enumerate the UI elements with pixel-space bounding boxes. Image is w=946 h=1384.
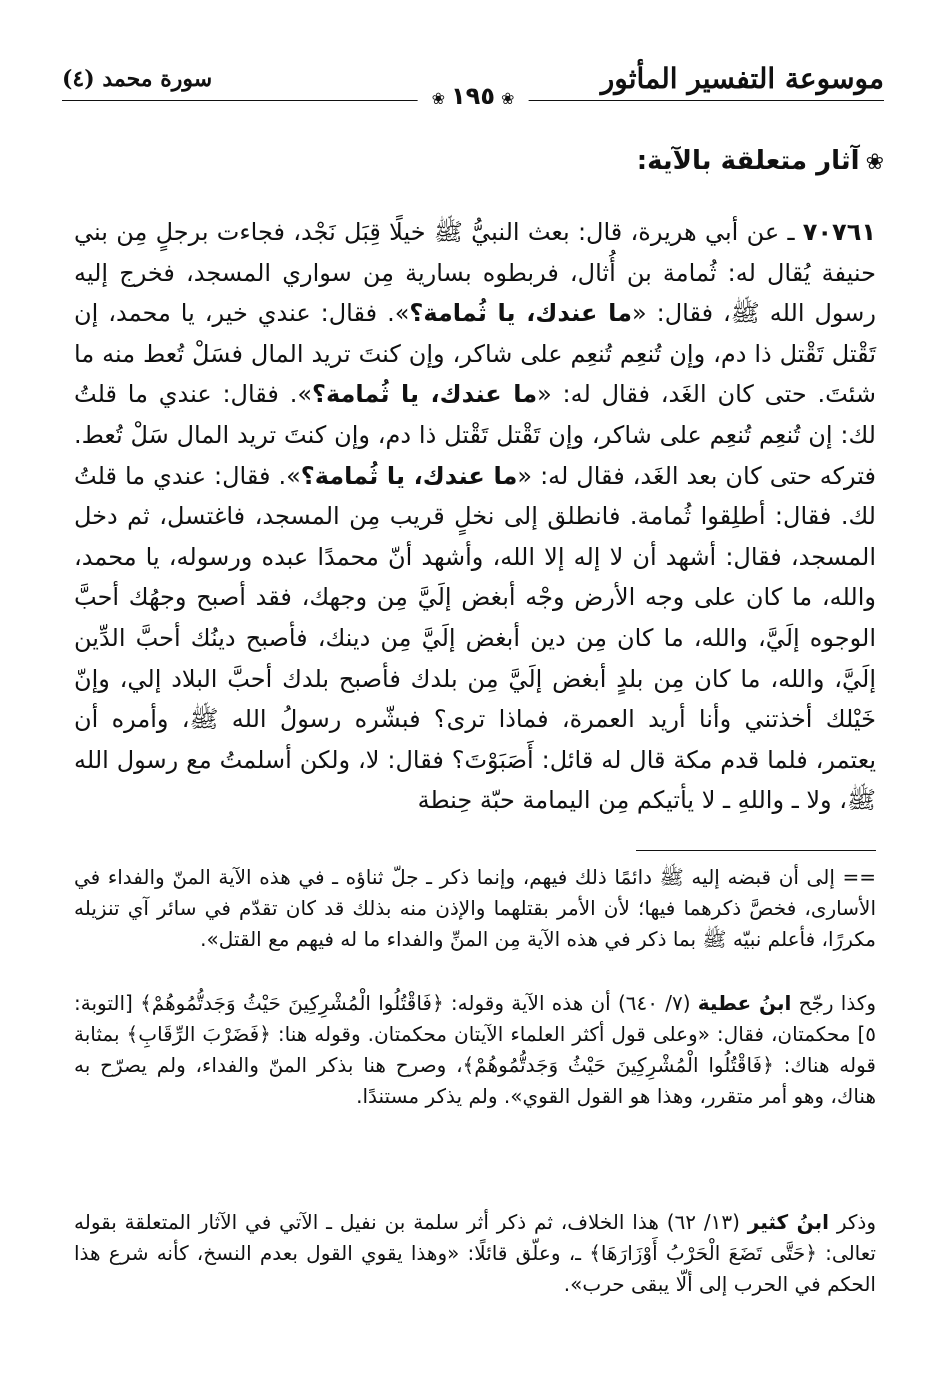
main-text-part: ـ عن أبي هريرة، قال: بعث النبيُّ ﷺ خيلًا قِبَل نَجْد، فجاءت برجلٍ مِن بني حنيفة يُقال له: ثُمامة بن أُثال، فربطوه بسارية مِن سواري المسجد، فخرج إليه رسول الله ﷺ، فقال: « [74,218,877,328]
footnote-text: وكذا رجّح [791,991,876,1015]
surah-title: سورة محمد (٤) [62,66,213,92]
footnote-author: ابنُ عطية [697,991,792,1015]
section-heading [637,146,884,176]
flower-icon: ❀ [865,150,884,175]
footnote-1: == إلى أن قبضه إليه ﷺ دائمًا ذلك فيهم، وإنما ذكر ـ جلّ ثناؤه ـ في هذه الآية المنّ والفداء في الأسارى، فخصَّ ذكرهما فيها؛ لأن الأمر بقتلهما والإذن منه بذلك قد كان تقدّم في سائر آي تنزيله مكررًا، فأعلم نبيّه ﷺ بما ذكر في هذه الآية مِن المنِّ والفداء ما له فيهم مع القتل». [74,865,876,951]
main-text [74,212,876,821]
page-header [62,62,884,110]
ornament-icon: ❀ [500,89,515,108]
main-bold-quote: ما عندك، يا ثُمامة؟ [312,380,538,409]
footnote-separator [636,850,876,851]
section-title: آثار متعلقة بالآية: [636,146,860,176]
page-number: ١٩٥ [451,82,495,110]
footnote-3 [74,1207,876,1300]
page-number-block [418,82,529,110]
narration-number: ٧٠٧٦١ [802,218,876,246]
main-text-part: ». فقال: عندي ما قلتُ لك: إن تُنعِم تُنعِم على شاكر، وإن تَقْتل تَقْتل ذا دم، وإن كنتَ تريد المال سَلْ تُعط. فتركه حتى كان بعد الغَد، فقال له: « [74,380,877,490]
main-text-part: ». فقال: عندي خير، يا محمد، إن تَقْتل تَقْتل ذا دم، وإن تُنعِم تُنعِم على شاكر، وإن كنتَ تريد المال فسَلْ تُعط منه ما شئتَ. حتى كان الغَد، فقال له: « [74,299,877,409]
footnote-2 [74,988,876,1112]
book-title: موسوعة التفسير المأثور [600,62,884,95]
main-bold-quote: ما عندك، يا ثُمامة؟ [409,299,632,328]
ornament-icon: ❀ [431,89,446,108]
footnote-author: ابنُ كثير [747,1210,829,1234]
footnote-text: (١٣/ ٦٢) هذا الخلاف، ثم ذكر أثر سلمة بن نفيل ـ الآتي في الآثار المتعلقة بقوله تعالى: ﴿حَتَّى تَضَعَ الْحَرْبُ أَوْزَارَهَا﴾ ـ، وعلّق قائلًا: «وهذا يقوي القول بعدم النسخ، كأنه شرع هذا الحكم في الحرب إلى ألّا يبقى حرب». [74,1210,876,1296]
footnote-text: وذكر [829,1210,876,1234]
footnote-text: (٧/ ٦٤٠) أن هذه الآية وقوله: ﴿فَاقْتُلُوا الْمُشْرِكِينَ حَيْثُ وَجَدتُّمُوهُمْ﴾ [التوبة: ٥] محكمتان، فقال: «وعلى قول أكثر العلماء الآيتان محكمتان. وقوله هنا: ﴿فَضَرْبَ الرِّقَابِ﴾ بمثابة قوله هناك: ﴿فَاقْتُلُوا الْمُشْرِكِينَ حَيْثُ وَجَدتُّمُوهُمْ﴾، وصرح هنا بذكر المنّ والفداء، ولم يصرّح به هناك، وهو أمر متقرر، وهذا هو القول القوي». ولم يذكر مستندًا. [74,991,876,1108]
main-bold-quote: ما عندك، يا ثُمامة؟ [300,461,518,490]
main-text-part: ». فقال: عندي ما قلتُ لك. فقال: أطلِقوا ثُمامة. فانطلق إلى نخلٍ قريب مِن المسجد، فاغتسل، ثم دخل المسجد، فقال: أشهد أن لا إله إلا الله، وأشهد أنّ محمدًا عبده ورسوله، يا محمد، والله، ما كان على وجه الأرض وجْه أبغض إلَيَّ مِن وجهك، فقد أصبح وجهُك أحبَّ الوجوه إلَيَّ، والله، ما كان مِن دين أبغض إلَيَّ مِن دينك، فأصبح دينُك أحبَّ الدِّين إلَيَّ، والله، ما كان مِن بلدٍ أبغض إلَيَّ مِن بلدك فأصبح بلدك أحبَّ البلاد إلي، وإنّ خَيْلك أخذتني وأنا أريد العمرة، فماذا ترى؟ فبشّره رسولُ الله ﷺ، وأمره أن يعتمر، فلما قدم مكة قال له قائل: أَصَبَوْتَ؟ فقال: لا، ولكن أسلمتُ مع رسول الله ﷺ، ولا ـ واللهِ ـ لا يأتيكم مِن اليمامة حبّة حِنطة [74,461,876,815]
